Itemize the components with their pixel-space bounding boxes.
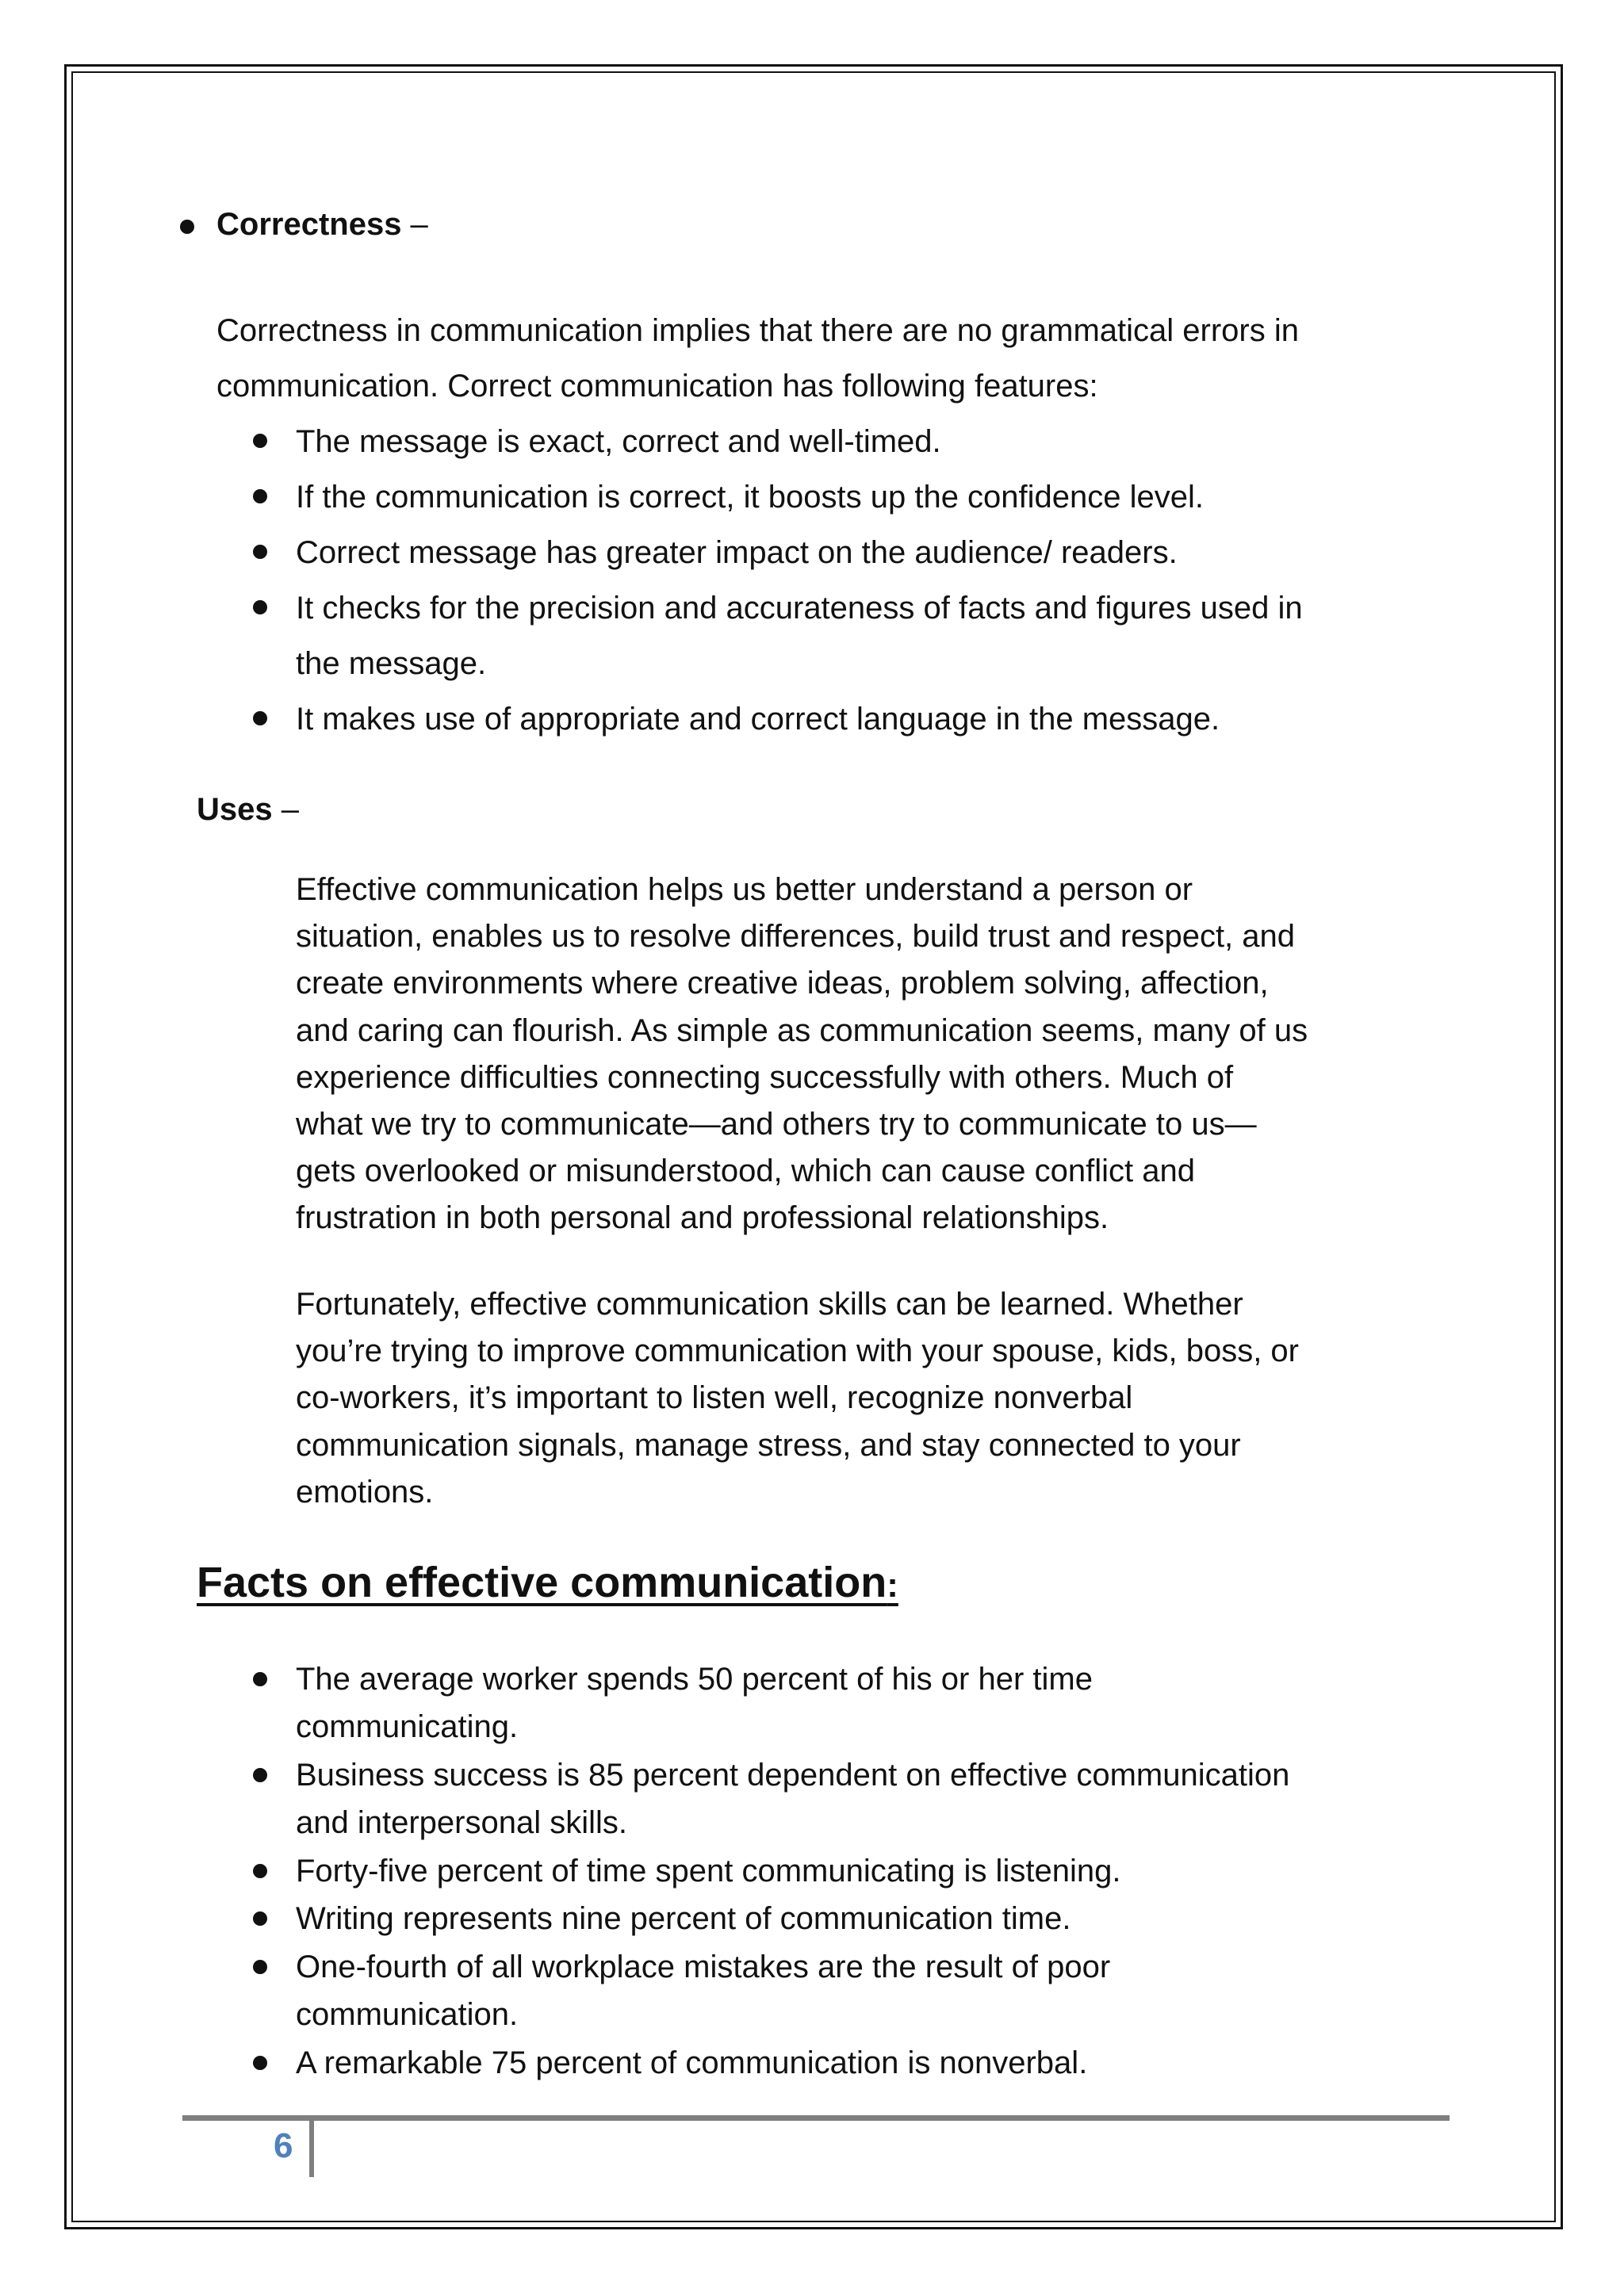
uses-paragraph-2-line: Fortunately, effective communication skills can be learned. Whether xyxy=(296,1287,1243,1322)
page-number: 6 xyxy=(274,2126,293,2165)
bullet-dot xyxy=(253,545,267,559)
footer-rule xyxy=(182,2115,1450,2121)
uses-paragraph-1-line: situation, enables us to resolve differences, build trust and respect, and xyxy=(296,919,1296,954)
feature-item-continuation: the message. xyxy=(296,646,487,681)
bullet-dot xyxy=(253,1864,267,1878)
feature-item: If the communication is correct, it boosts up the confidence level. xyxy=(296,480,1205,515)
feature-item: It makes use of appropriate and correct language in the message. xyxy=(296,702,1220,737)
correctness-intro-line-2: communication. Correct communication has following features: xyxy=(216,369,1098,404)
uses-paragraph-2-line: emotions. xyxy=(296,1475,434,1510)
bullet-dot xyxy=(253,711,267,725)
bullet-dot xyxy=(253,1768,267,1782)
feature-item: Correct message has greater impact on the audience/ readers. xyxy=(296,535,1178,570)
bullet-dot xyxy=(253,489,267,503)
bullet-dot xyxy=(253,2056,267,2070)
uses-heading xyxy=(197,782,299,837)
fact-item-continuation: and interpersonal skills. xyxy=(296,1805,627,1840)
fact-item: Writing represents nine percent of communication time. xyxy=(296,1901,1071,1936)
correctness-heading xyxy=(216,197,428,252)
uses-paragraph-1-line: experience difficulties connecting successfully with others. Much of xyxy=(296,1060,1234,1095)
fact-item-continuation: communication. xyxy=(296,1997,519,2032)
fact-item: One-fourth of all workplace mistakes are the result of poor xyxy=(296,1950,1111,1984)
uses-paragraph-2-line: communication signals, manage stress, and stay connected to your xyxy=(296,1428,1241,1463)
correctness-term: Correctness xyxy=(216,207,402,242)
bullet-dot xyxy=(253,1672,267,1686)
feature-item: It checks for the precision and accurateness of facts and figures used in xyxy=(296,591,1303,626)
bullet-dot xyxy=(253,434,267,448)
uses-paragraph-2-line: co-workers, it’s important to listen well, recognize nonverbal xyxy=(296,1380,1133,1415)
correctness-intro-line-1: Correctness in communication implies that there are no grammatical errors in xyxy=(216,313,1299,348)
uses-dash: – xyxy=(272,792,299,827)
uses-paragraph-1-line: what we try to communicate—and others try to communicate to us— xyxy=(296,1107,1257,1142)
uses-term: Uses xyxy=(197,792,273,827)
fact-item: The average worker spends 50 percent of his or her time xyxy=(296,1662,1093,1697)
uses-paragraph-1-line: frustration in both personal and professional relationships. xyxy=(296,1200,1109,1235)
bullet-dot xyxy=(253,1960,267,1974)
uses-paragraph-1-line: create environments where creative ideas, problem solving, affection, xyxy=(296,966,1269,1001)
fact-item: Forty-five percent of time spent communicating is listening. xyxy=(296,1854,1121,1888)
footer-divider xyxy=(309,2118,314,2177)
facts-heading-colon: : xyxy=(887,1566,898,1605)
fact-item-continuation: communicating. xyxy=(296,1709,519,1744)
facts-heading xyxy=(197,1558,898,1607)
bullet-dot xyxy=(253,1911,267,1926)
bullet-dot xyxy=(180,220,194,234)
fact-item: Business success is 85 percent dependent on effective communication xyxy=(296,1758,1290,1793)
bullet-dot xyxy=(253,600,267,614)
correctness-dash: – xyxy=(401,207,428,242)
uses-paragraph-1-line: gets overlooked or misunderstood, which can cause conflict and xyxy=(296,1154,1195,1188)
facts-heading-text: Facts on effective communication xyxy=(197,1559,887,1606)
feature-item: The message is exact, correct and well-timed. xyxy=(296,424,941,459)
uses-paragraph-1-line: and caring can flourish. As simple as communication seems, many of us xyxy=(296,1013,1308,1048)
uses-paragraph-2-line: you’re trying to improve communication with your spouse, kids, boss, or xyxy=(296,1334,1299,1368)
fact-item: A remarkable 75 percent of communication is nonverbal. xyxy=(296,2045,1088,2080)
uses-paragraph-1-line: Effective communication helps us better understand a person or xyxy=(296,872,1193,907)
